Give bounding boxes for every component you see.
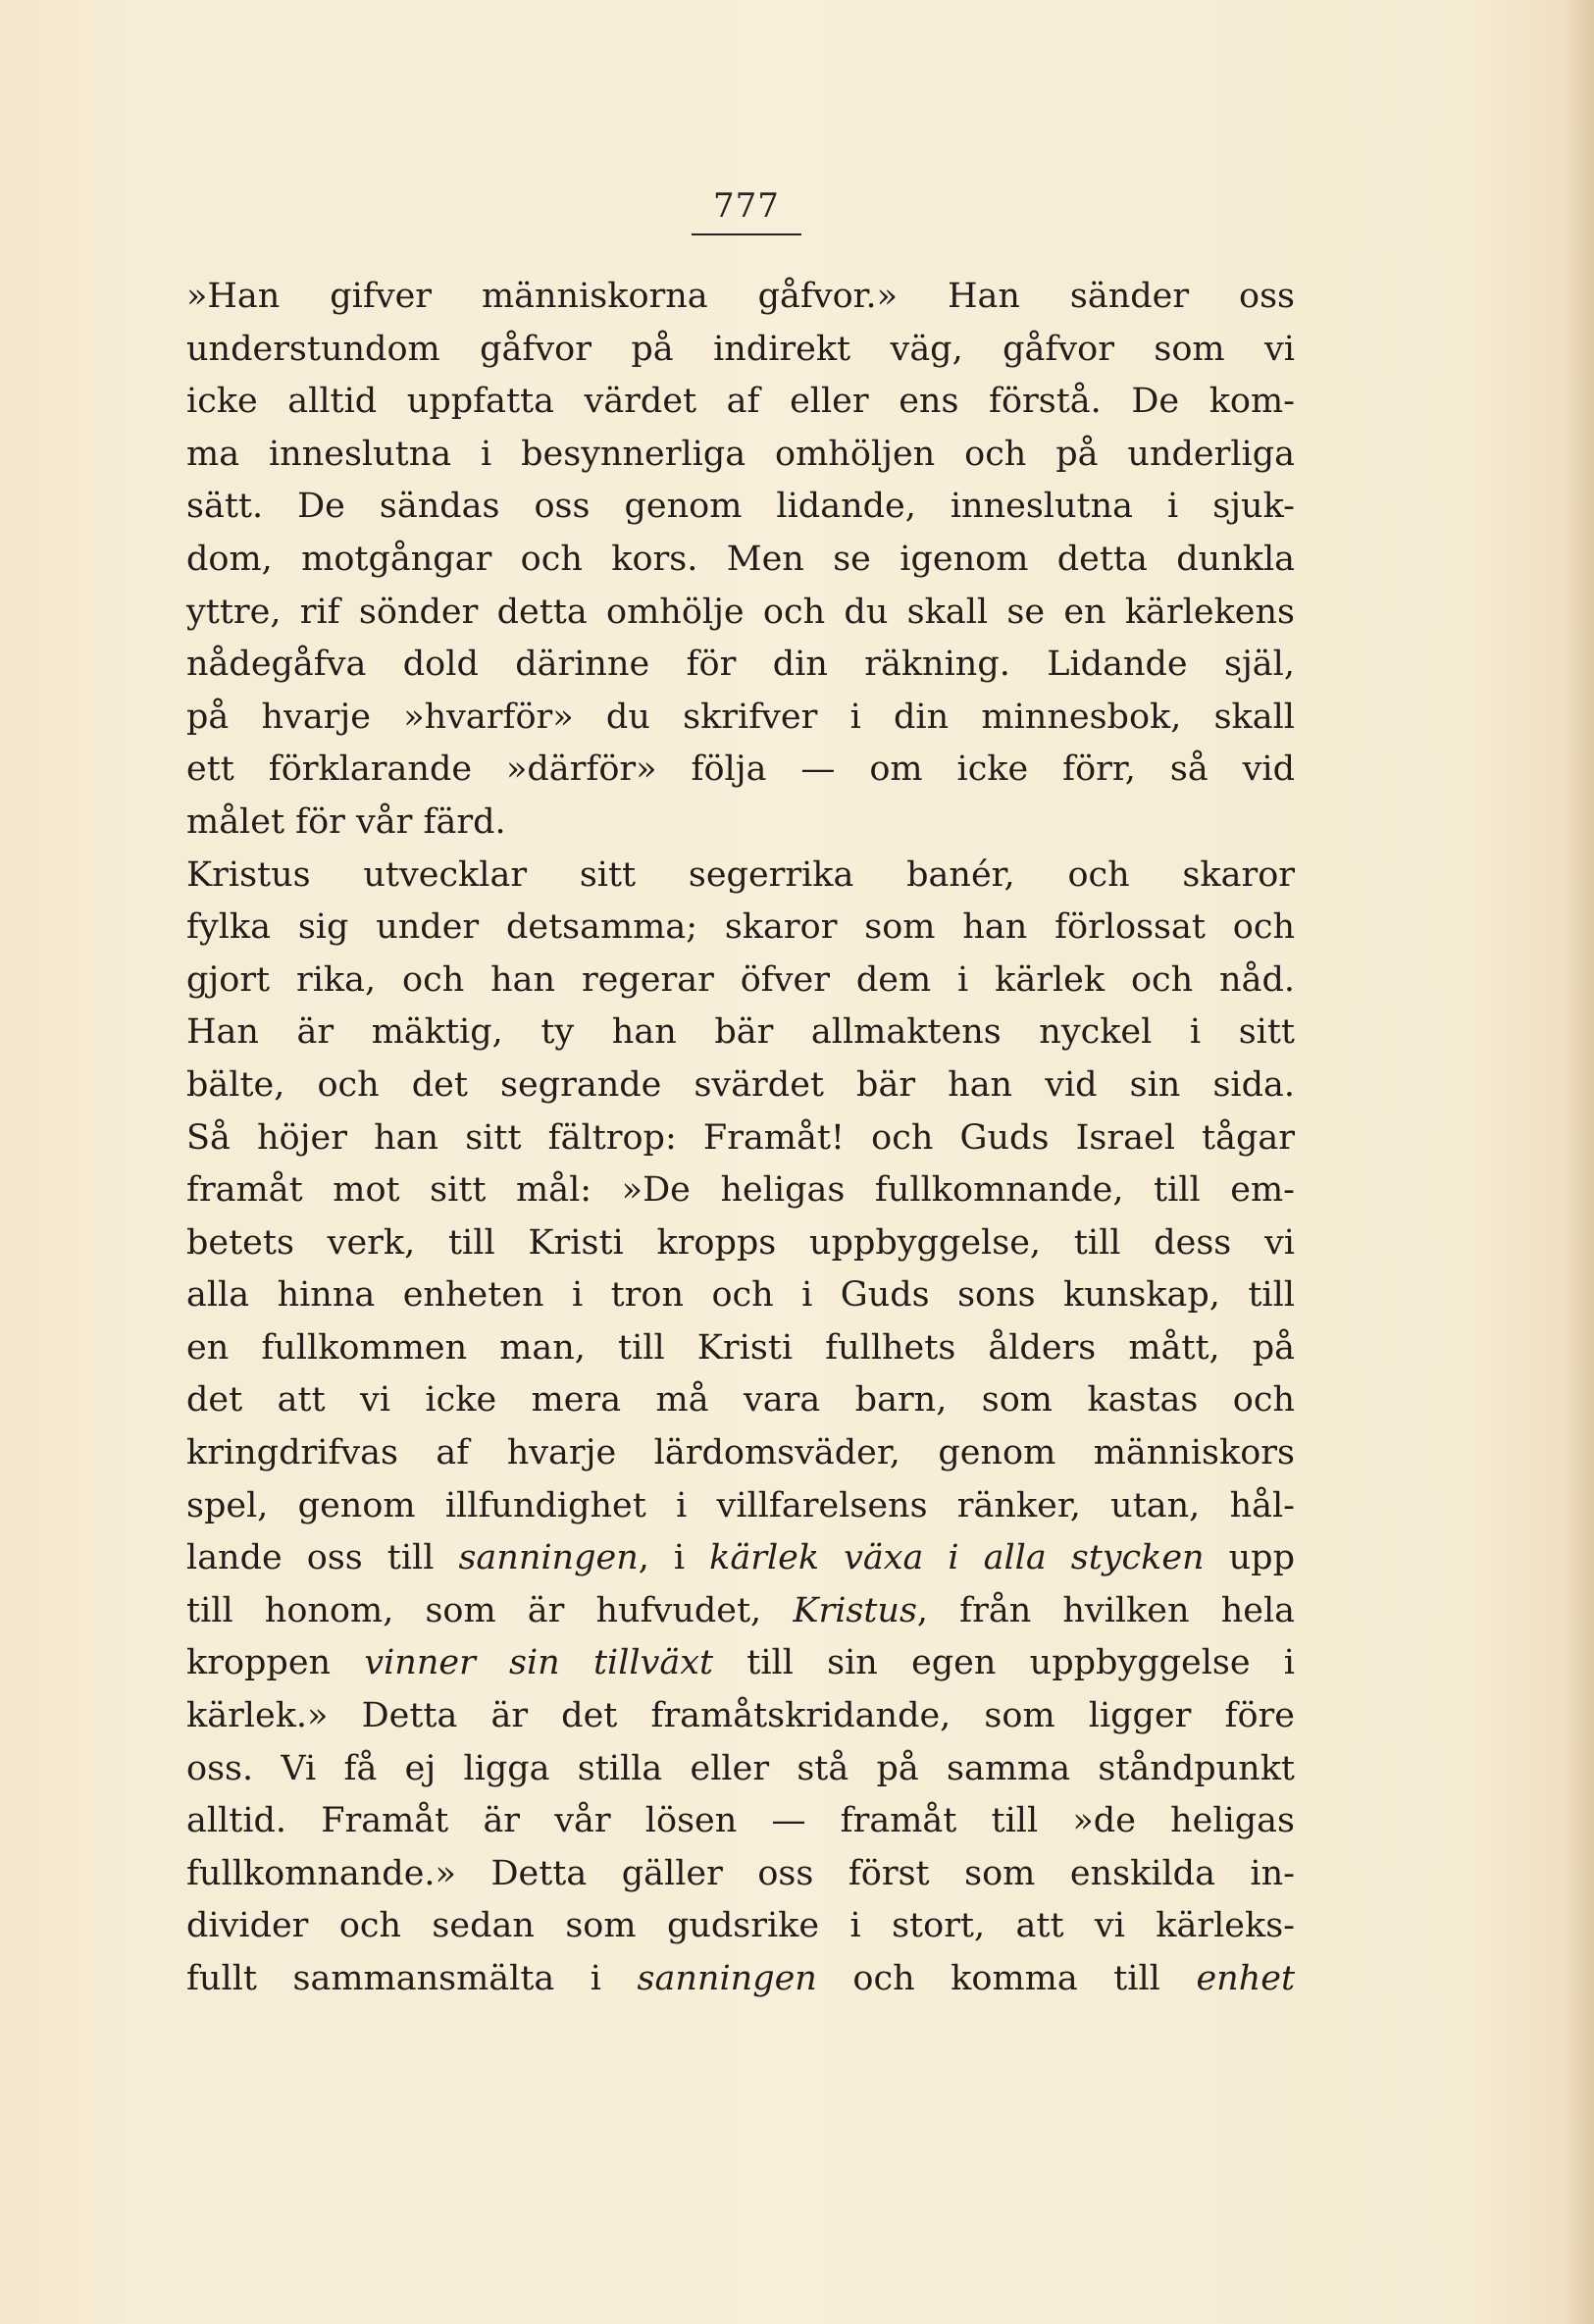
- text-segment: och komma till: [816, 1959, 1197, 1998]
- body-text: [186, 271, 1295, 2006]
- italic-text: Kristus: [793, 1590, 917, 1630]
- page-number: 777: [713, 186, 780, 226]
- text-segment: , i: [638, 1538, 710, 1578]
- text-segment: upp: [1204, 1538, 1295, 1578]
- text-line: framåt mot sitt mål: »De heligas fullkomnande, till em-: [186, 1170, 1295, 1211]
- text-line: oss. Vi få ej ligga stilla eller stå på samma ståndpunkt: [186, 1748, 1295, 1788]
- text-line: understundom gåfvor på indirekt väg, gåfvor som vi: [186, 329, 1295, 369]
- text-line: »Han gifver människorna gåfvor.» Han sänder oss: [186, 277, 1295, 316]
- text-line: dom, motgångar och kors. Men se igenom detta dunkla: [186, 539, 1295, 579]
- italic-text: vinner sin tillväxt: [364, 1643, 714, 1683]
- text-line: [186, 1585, 1295, 1638]
- text-line: fylka sig under detsamma; skaror som han förlossat och: [186, 907, 1295, 948]
- text-line: betets verk, till Kristi kropps uppbyggelse, till dess vi: [186, 1222, 1295, 1263]
- text-line: icke alltid uppfatta värdet af eller ens förstå. De kom-: [186, 382, 1295, 422]
- text-line: bälte, och det segrande svärdet bär han vid sin sida.: [186, 1064, 1295, 1105]
- italic-text: kärlek växa i alla stycken: [709, 1538, 1205, 1578]
- text-line: Kristus utvecklar sitt segerrika banér, och skaror: [186, 854, 1295, 895]
- text-line: gjort rika, och han regerar öfver dem i kärlek och nåd.: [186, 959, 1295, 1000]
- text-line: sätt. De sändas oss genom lidande, inneslutna i sjuk-: [186, 487, 1295, 527]
- text-line: [186, 1953, 1295, 2006]
- text-line: divider och sedan som gudsrike i stort, att vi kärleks-: [186, 1906, 1295, 1946]
- text-line: Så höjer han sitt fältrop: Framåt! och Guds Israel tågar: [186, 1117, 1295, 1158]
- text-segment: , från hvilken hela: [916, 1590, 1296, 1630]
- text-line: ett förklarande »därför» följa — om icke förr, så vid: [186, 749, 1295, 790]
- text-line: en fullkommen man, till Kristi fullhets ålders mått, på: [186, 1327, 1295, 1368]
- text-line: spel, genom illfundighet i villfarelsens ränker, utan, hål-: [186, 1485, 1295, 1525]
- text-line: [186, 1637, 1295, 1690]
- italic-text: enhet: [1196, 1959, 1296, 1998]
- text-line: kärlek.» Detta är det framåtskridande, som ligger före: [186, 1696, 1295, 1736]
- text-line: det att vi icke mera må vara barn, som kastas och: [186, 1380, 1295, 1420]
- text-line: alla hinna enheten i tron och i Guds sons kunskap, till: [186, 1275, 1295, 1316]
- text-line: ma inneslutna i besynnerliga omhöljen och på underliga: [186, 434, 1295, 474]
- italic-text: sanningen: [458, 1538, 639, 1578]
- text-line: fullkomnande.» Detta gäller oss först som enskilda in-: [186, 1853, 1295, 1893]
- text-line: [186, 1532, 1295, 1585]
- text-line: på hvarje »hvarför» du skrifver i din minnesbok, skall: [186, 697, 1295, 737]
- italic-text: sanningen: [637, 1959, 817, 1998]
- text-segment: fullt sammansmälta i: [186, 1959, 638, 1998]
- text-line: nådegåfva dold därinne för din räkning. Lidande själ,: [186, 645, 1295, 685]
- text-line: Han är mäktig, ty han bär allmaktens nyckel i sitt: [186, 1012, 1295, 1053]
- text-segment: lande oss till: [186, 1538, 459, 1578]
- text-line: alltid. Framåt är vår lösen — framåt till »de heligas: [186, 1801, 1295, 1841]
- page-number-rule: [692, 233, 801, 235]
- text-segment: till honom, som är hufvudet,: [186, 1590, 794, 1630]
- text-segment: till sin egen uppbyggelse i: [713, 1643, 1296, 1683]
- text-line: målet för vår färd.: [186, 801, 506, 842]
- text-line: kringdrifvas af hvarje lärdomsväder, genom människors: [186, 1433, 1295, 1473]
- text-segment: kroppen: [186, 1643, 365, 1683]
- text-line: yttre, rif sönder detta omhölje och du skall se en kärlekens: [186, 592, 1295, 632]
